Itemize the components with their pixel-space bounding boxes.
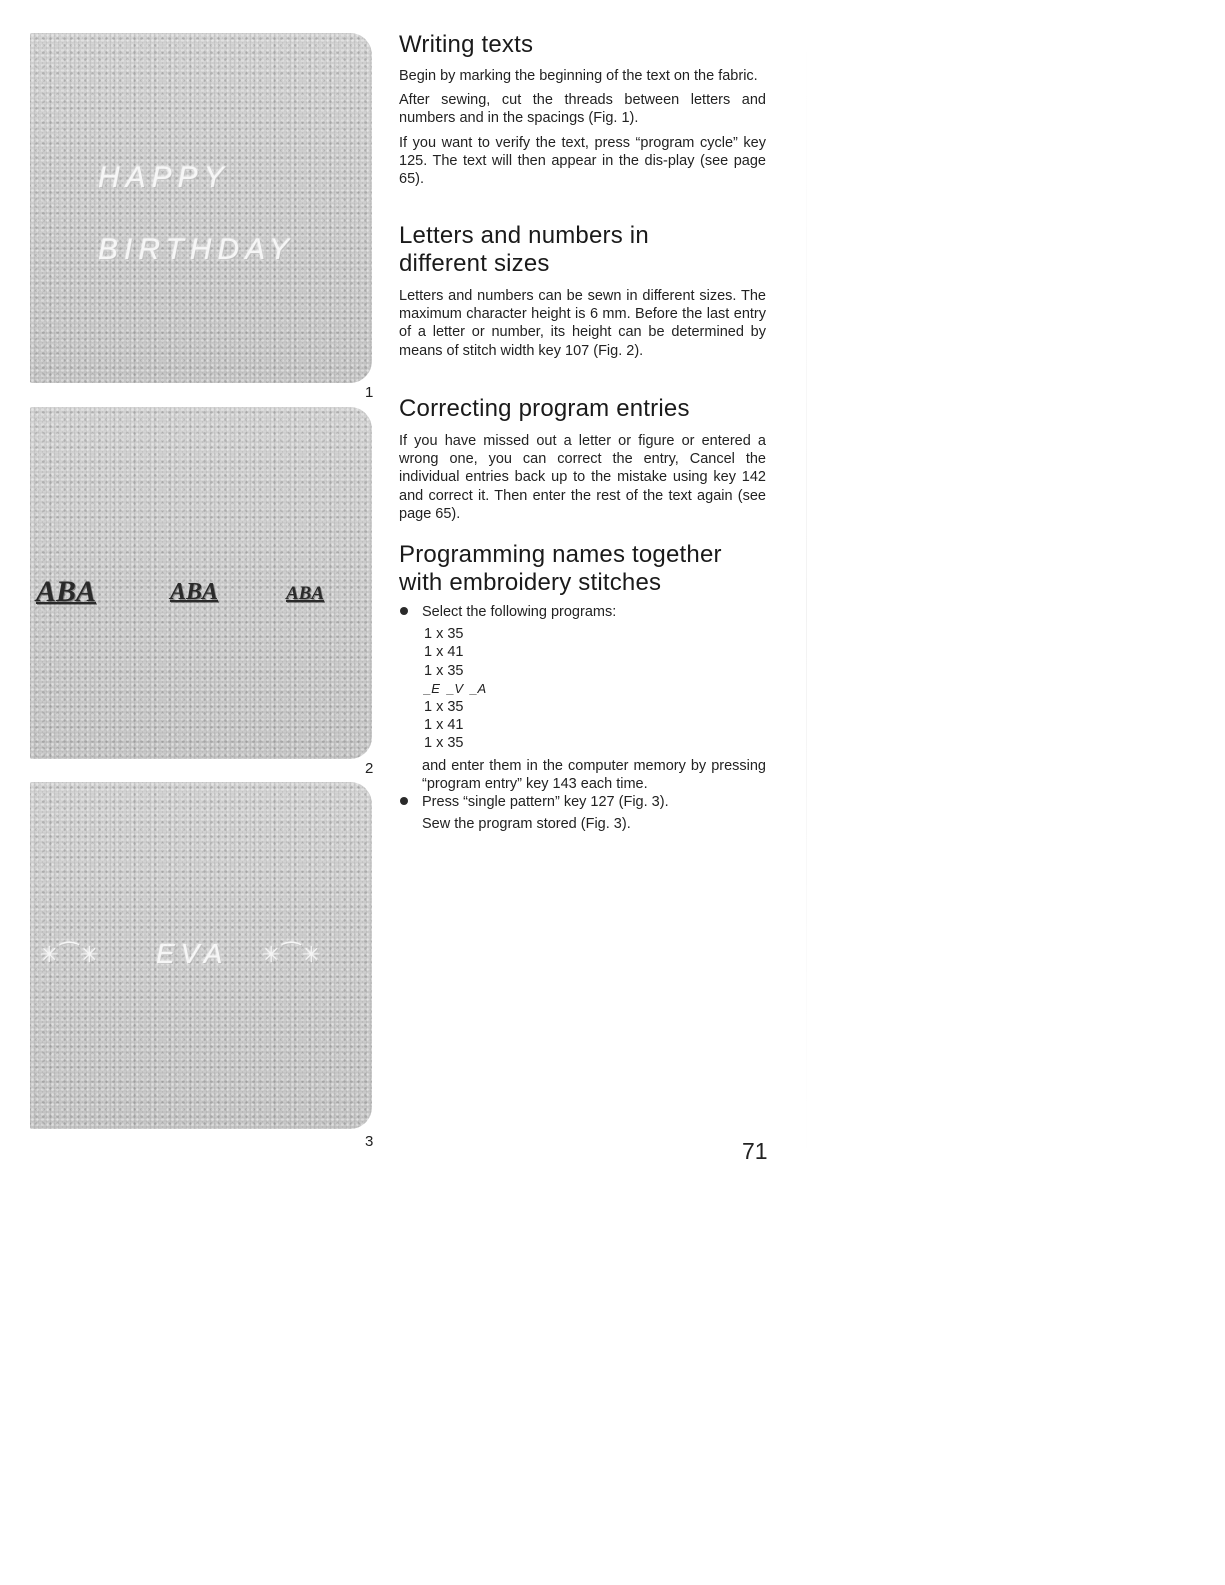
- program-entry: 1 x 41: [424, 644, 464, 661]
- program-entry: 1 x 35: [424, 626, 464, 643]
- figure-2-number: 2: [365, 760, 374, 777]
- figure-2-photo: [30, 407, 372, 759]
- program-entry: 1 x 35: [424, 698, 464, 715]
- stitched-text-aba-large: ABA: [36, 575, 97, 608]
- heading-programming-line1: Programming names together: [399, 541, 722, 568]
- program-entry-letters: _E _V _A: [424, 680, 487, 696]
- heading-correcting: Correcting program entries: [399, 395, 690, 422]
- stitched-text-happy: HAPPY: [98, 161, 230, 194]
- section-correcting: [399, 395, 766, 523]
- page-edge-shadow: [806, 30, 807, 1170]
- figure-3-number: 3: [365, 1133, 374, 1150]
- embroidery-ornament-left: ✳⁀✳: [40, 942, 101, 967]
- heading-different-sizes-line1: Letters and numbers in: [399, 222, 649, 249]
- stitched-text-aba-medium: ABA: [170, 579, 219, 605]
- list-item: [399, 793, 766, 811]
- paragraph: Letters and numbers can be sewn in different sizes. The maximum character height is 6 mm. Before the last entry of a letter or number, its height can be determined by means of stitch width key 107 (Fig. 2).: [399, 288, 766, 359]
- figure-1-photo: [30, 33, 372, 383]
- embroidery-ornament-right: ✳⁀✳: [262, 942, 323, 967]
- program-entry: 1 x 41: [424, 717, 464, 734]
- paragraph: If you have missed out a letter or figure or entered a wrong one, you can correct the entry, Cancel the individual entries back up to the mistake using key 142 and correct it. Then enter the rest of the text again (see page 65).: [399, 433, 766, 522]
- bullet-icon: [400, 607, 408, 615]
- paragraph: After sewing, cut the threads between letters and numbers and in the spacings (Fig. 1).: [399, 92, 766, 127]
- program-list: [424, 625, 766, 752]
- program-entry: 1 x 35: [424, 735, 464, 752]
- heading-writing-texts: Writing texts: [399, 31, 534, 58]
- paragraph: and enter them in the computer memory by pressing “program entry” key 143 each time.: [422, 757, 766, 792]
- paragraph: If you want to verify the text, press “program cycle” key 125. The text will then appear in the dis-play (see page 65).: [399, 134, 766, 188]
- stitched-text-birthday: BIRTHDAY: [98, 233, 295, 266]
- figure-3-photo: [30, 782, 372, 1129]
- program-entry: 1 x 35: [424, 662, 464, 679]
- section-programming: [399, 541, 766, 597]
- bullet-icon: [400, 797, 408, 805]
- list-item: [399, 603, 766, 621]
- stitched-text-aba-small: ABA: [286, 583, 325, 604]
- page-number: 71: [742, 1138, 768, 1164]
- bullet-text: Press “single pattern” key 127 (Fig. 3).: [422, 793, 669, 810]
- paragraph: Sew the program stored (Fig. 3).: [422, 816, 631, 833]
- paragraph: Begin by marking the beginning of the text on the fabric.: [399, 68, 758, 84]
- heading-different-sizes-line2: different sizes: [399, 250, 550, 277]
- figure-1-number: 1: [365, 384, 374, 401]
- stitched-text-eva: EVA: [156, 938, 229, 969]
- programming-instructions: [399, 603, 766, 833]
- section-different-sizes: [399, 222, 766, 360]
- section-writing-texts: [399, 31, 766, 188]
- bullet-text: Select the following programs:: [422, 604, 617, 620]
- heading-programming-line2: with embroidery stitches: [399, 569, 662, 596]
